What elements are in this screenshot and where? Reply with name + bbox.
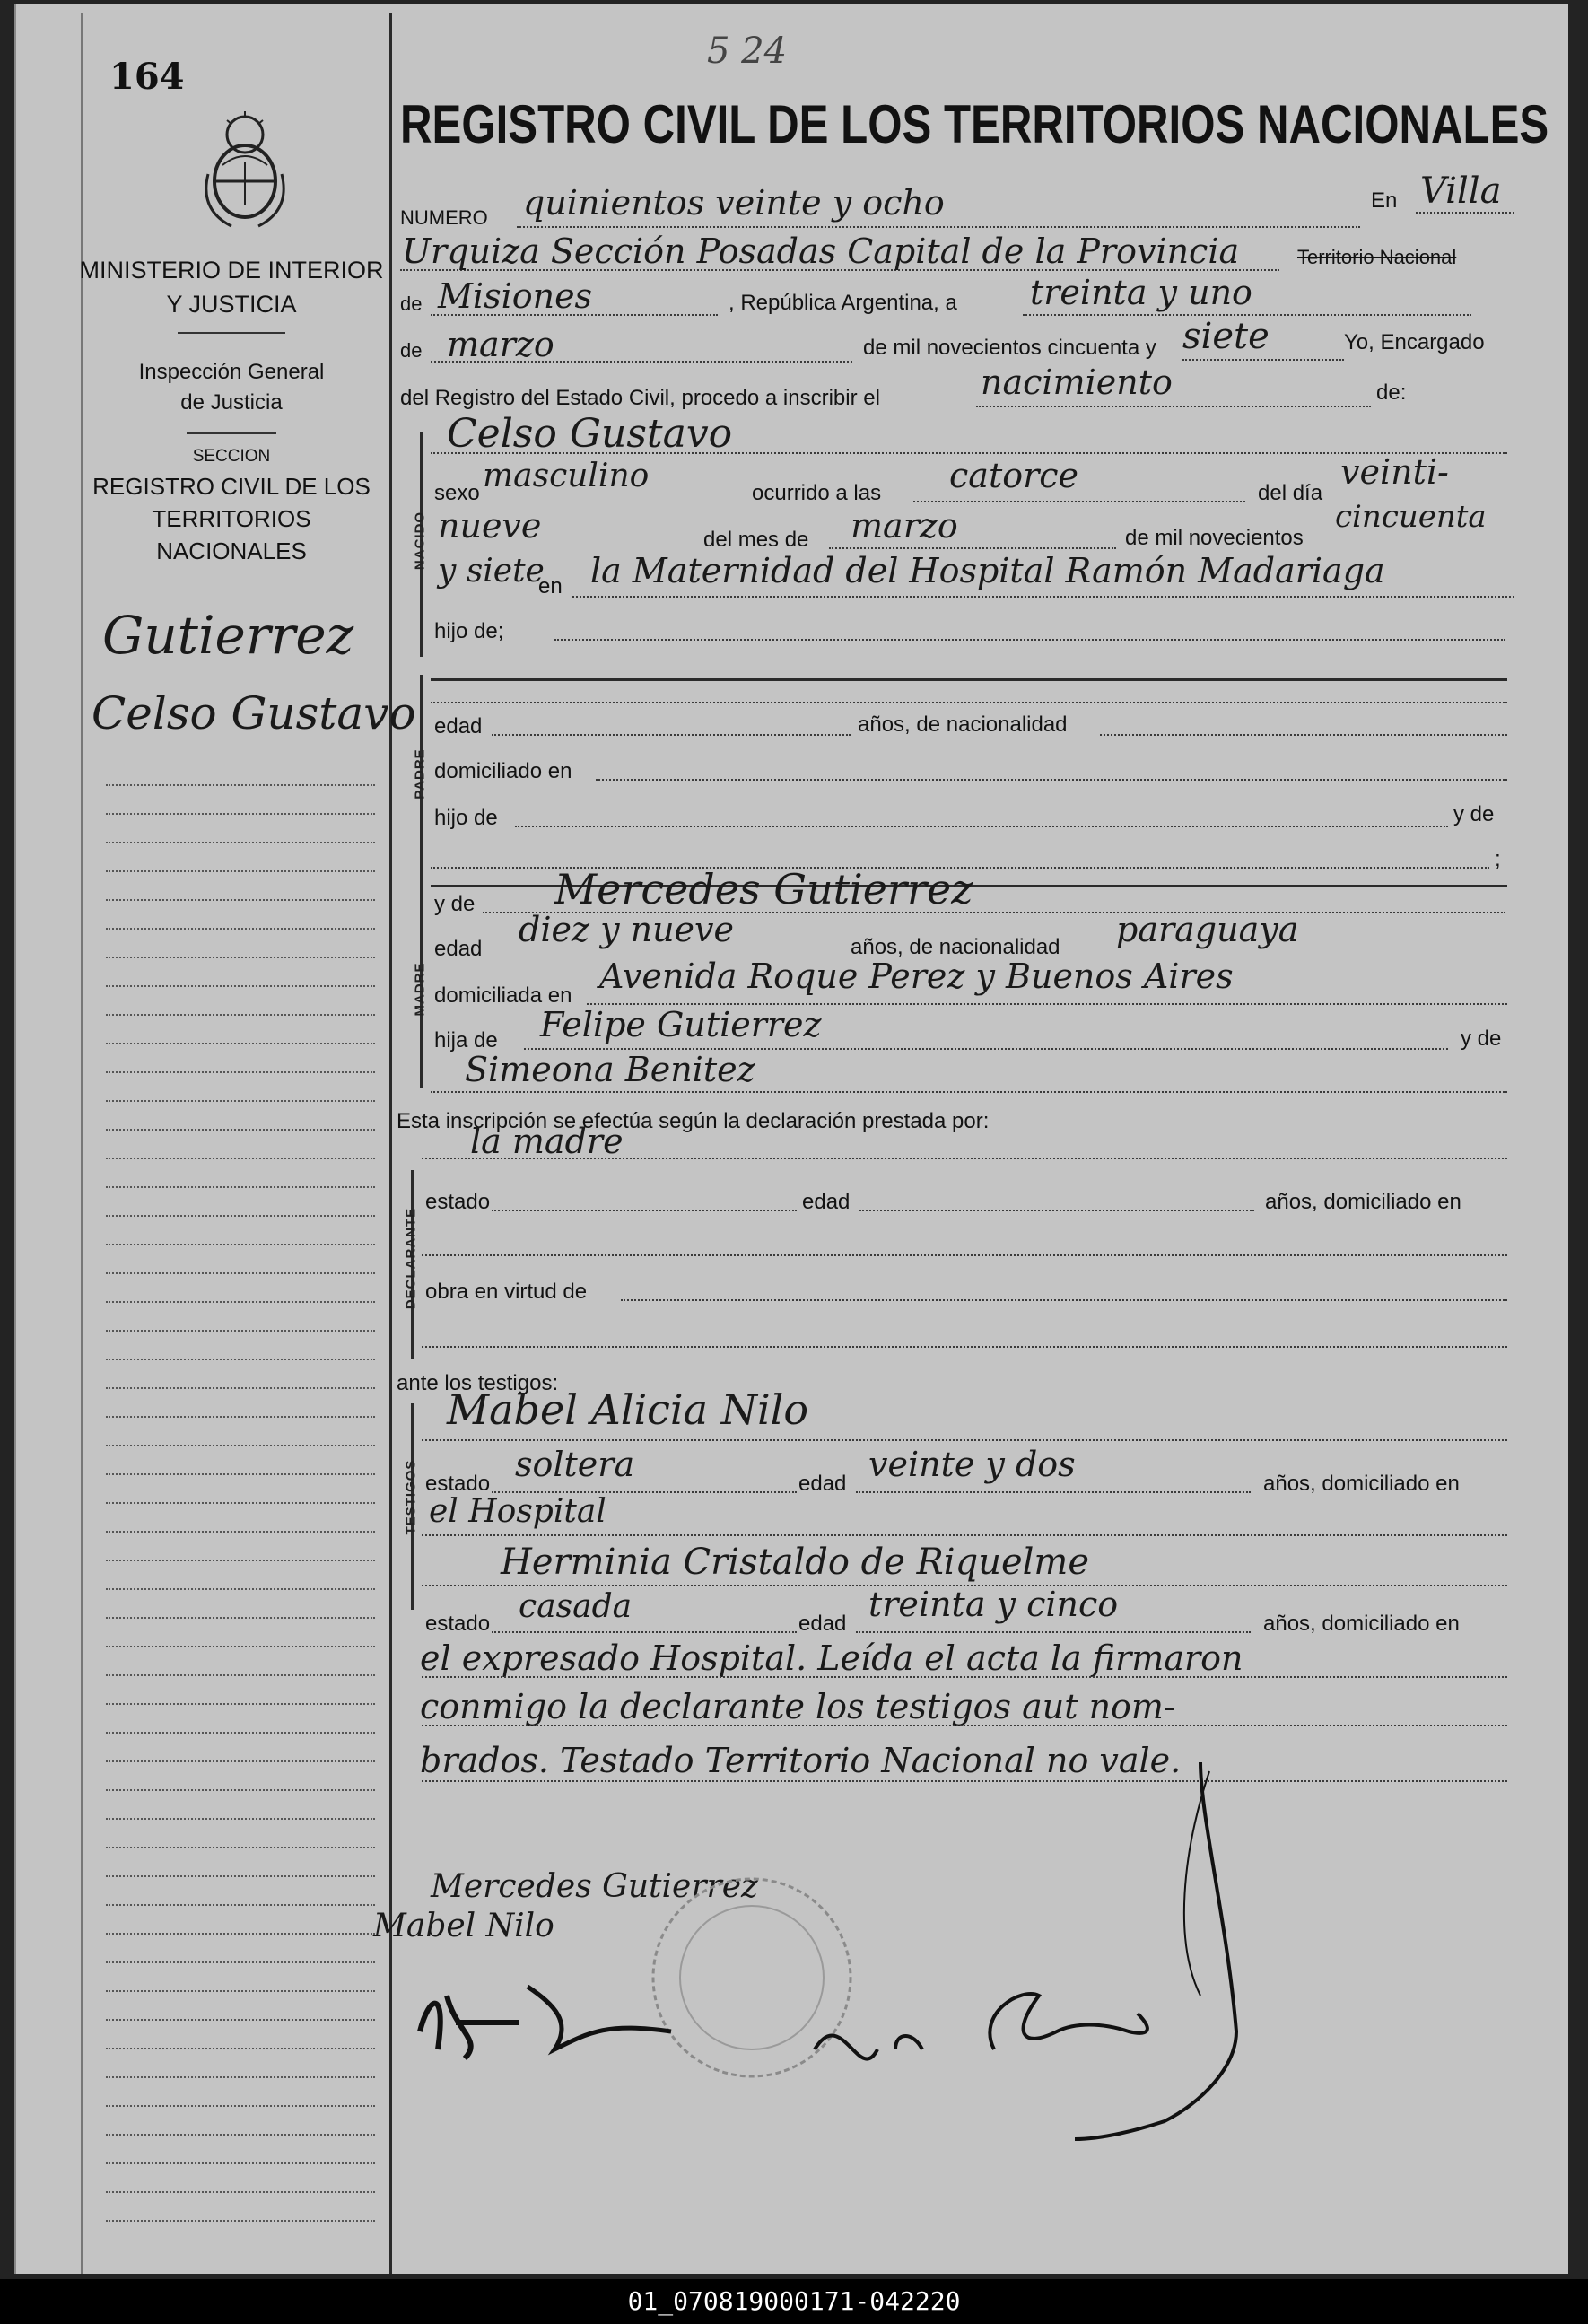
mother-name-value: Mercedes Gutierrez — [554, 865, 973, 913]
margin-rule — [106, 1416, 375, 1418]
ministry-name — [79, 253, 384, 321]
margin-rule — [106, 1387, 375, 1389]
hija-de-label: hija de — [434, 1028, 498, 1053]
witness1-name-line — [422, 1439, 1507, 1441]
witness1-address-value: el Hospital — [429, 1493, 606, 1530]
locality-detail-value: Urquiza Sección Posadas Capital de la Provincia — [402, 232, 1240, 271]
margin-rule — [106, 1847, 375, 1848]
margin-rule — [106, 899, 375, 901]
mes-label: del mes de — [703, 528, 809, 552]
divider — [178, 332, 285, 334]
declarant-authority-line — [621, 1299, 1507, 1301]
domiciliado-label: domiciliado en — [434, 759, 572, 783]
margin-rule — [106, 1215, 375, 1217]
mother-mother-value: Simeona Benitez — [465, 1050, 755, 1089]
sex-value: masculino — [483, 458, 650, 494]
mother-parents-line-2 — [431, 1091, 1507, 1093]
republic-label: , República Argentina, a — [729, 291, 957, 315]
birth-day-value: veinti- — [1340, 452, 1449, 492]
birth-year-cont-value: y siete — [438, 553, 545, 590]
margin-rule — [106, 2191, 375, 2193]
witness2-age-line — [856, 1631, 1251, 1633]
margin-rule — [106, 1014, 375, 1016]
registration-day-value: treinta y uno — [1030, 273, 1252, 312]
margin-rule — [106, 2162, 375, 2164]
territory-label: Territorio Nacional — [1297, 246, 1457, 268]
margin-rule — [106, 1301, 375, 1303]
edad-label: edad — [798, 1612, 847, 1636]
mother-father-value: Felipe Gutierrez — [540, 1005, 822, 1044]
margin-rule — [106, 2105, 375, 2107]
edad-label: edad — [434, 714, 483, 738]
margin-rule — [106, 1646, 375, 1647]
estado-label: estado — [425, 1612, 491, 1636]
obra-label: obra en virtud de — [425, 1280, 588, 1304]
testigos-label: ante los testigos: — [397, 1371, 559, 1395]
year-line — [1182, 359, 1344, 361]
closing-rule-1 — [422, 1676, 1507, 1678]
margin-rule — [106, 1445, 375, 1446]
witness2-state-line — [492, 1631, 797, 1633]
margin-rule — [106, 985, 375, 987]
margin-rule — [106, 2220, 375, 2222]
registration-year-value: siete — [1182, 316, 1270, 357]
margin-rule — [106, 1732, 375, 1734]
margin-rule — [106, 1560, 375, 1561]
birth-hour-value: catorce — [949, 456, 1079, 495]
margin-rule — [106, 784, 375, 786]
father-age-line — [492, 734, 851, 736]
margin-rule — [106, 1158, 375, 1159]
ocurrido-label: ocurrido a las — [752, 481, 882, 505]
ministry-line-1: MINISTERIO DE INTERIOR — [79, 257, 384, 284]
en-label: En — [1371, 188, 1398, 213]
margin-rule — [106, 1760, 375, 1762]
ministry-line-2: Y JUSTICIA — [166, 291, 297, 318]
margin-given-names: Celso Gustavo — [92, 687, 416, 739]
numero-label: NUMERO — [400, 206, 488, 229]
y-de-label: y de — [1461, 1027, 1502, 1051]
birth-month-value: marzo — [851, 506, 958, 546]
de-label: de — [400, 339, 423, 362]
registrar-statement: del Registro del Estado Civil, procedo a inscribir el — [400, 386, 880, 410]
section-line-2: TERRITORIOS NACIONALES — [152, 505, 311, 564]
witness1-age-line — [856, 1491, 1251, 1493]
declarant-line — [422, 1158, 1507, 1159]
pencil-note: 5 24 — [707, 31, 788, 72]
margin-rule — [106, 1502, 375, 1504]
signature-witness: Mabel Nilo — [373, 1908, 554, 1944]
nacido-label: NACIDO — [412, 511, 428, 571]
year-label: de mil novecientos cincuenta y — [863, 336, 1156, 360]
en-line — [1416, 212, 1514, 214]
estado-label: estado — [425, 1190, 491, 1214]
margin-surname: Gutierrez — [102, 605, 354, 666]
margin-rule — [106, 870, 375, 872]
margin-rule — [106, 1933, 375, 1935]
nacionalidad-label: años, de nacionalidad — [858, 712, 1068, 737]
margin-rule — [106, 1129, 375, 1131]
inspection-line-1: Inspección General — [138, 360, 325, 384]
de-label: de — [400, 293, 423, 315]
madre-label: MADRE — [412, 962, 428, 1017]
margin-rule — [106, 928, 375, 930]
semicolon: ; — [1495, 847, 1501, 871]
margin-rule — [106, 1674, 375, 1676]
mil-novecientos-label: de mil novecientos — [1125, 526, 1304, 550]
nacionalidad-label: años, de nacionalidad — [851, 935, 1060, 959]
section-line-1: REGISTRO CIVIL DE LOS — [92, 473, 371, 500]
section-name — [79, 470, 384, 567]
mother-age-value: diez y nueve — [519, 910, 735, 949]
signature-strokes — [393, 1762, 1362, 2148]
mother-address-value: Avenida Roque Perez y Buenos Aires — [599, 957, 1234, 996]
birth-place-value: la Maternidad del Hospital Ramón Madariaga — [590, 551, 1385, 590]
declaration-label: Esta inscripción se efectúa según la declaración prestada por: — [397, 1109, 990, 1133]
margin-rule — [106, 1186, 375, 1188]
document-sheet — [14, 4, 1568, 2274]
act-type-value: nacimiento — [981, 363, 1173, 402]
margin-rule — [106, 813, 375, 815]
domiciliada-label: domiciliada en — [434, 983, 572, 1008]
sexo-label: sexo — [434, 481, 480, 505]
document-title: REGISTRO CIVIL DE LOS TERRITORIOS NACIONALES — [400, 94, 1549, 154]
domiciliado-label: años, domiciliado en — [1265, 1190, 1461, 1214]
father-parents-line — [515, 826, 1448, 827]
closing-rule-2 — [422, 1725, 1507, 1726]
closing-line-1: el expresado Hospital. Leída el acta la firmaron — [420, 1638, 1243, 1678]
y-de-label: y de — [434, 892, 476, 916]
margin-rule — [106, 1272, 375, 1274]
margin-rule — [106, 1875, 375, 1877]
inspection-name — [79, 357, 384, 418]
declarant-line-3 — [422, 1346, 1507, 1348]
edad-label: edad — [798, 1472, 847, 1496]
dia-label: del día — [1258, 481, 1323, 505]
section-top-rule — [431, 678, 1507, 681]
declarant-state-line — [492, 1210, 797, 1211]
coat-of-arms-icon — [196, 111, 294, 232]
y-de-label: y de — [1453, 802, 1495, 826]
hijo-de-label: hijo de; — [434, 619, 504, 643]
declarant-value: la madre — [470, 1122, 624, 1161]
witness1-name-value: Mabel Alicia Nilo — [447, 1385, 809, 1434]
testigos-section-label: TESTIGOS — [403, 1459, 419, 1535]
mother-nationality-value: paraguaya — [1116, 910, 1299, 949]
de-colon-label: de: — [1376, 380, 1407, 405]
margin-rule — [106, 1818, 375, 1820]
margin-rule — [106, 1617, 375, 1619]
inspection-line-2: de Justicia — [180, 390, 283, 415]
numero-value: quinientos veinte y ocho — [523, 183, 945, 223]
hijo-de-line — [554, 639, 1505, 641]
witness1-address-line — [422, 1534, 1507, 1536]
witness2-name-value: Herminia Cristaldo de Riquelme — [501, 1542, 1090, 1583]
domiciliado-label: años, domiciliado en — [1263, 1612, 1460, 1636]
page-number: 164 — [109, 56, 185, 98]
margin-rule — [106, 1904, 375, 1906]
province-value: Misiones — [438, 276, 593, 316]
section-label: SECCION — [192, 447, 271, 466]
en-place-label: en — [538, 574, 563, 598]
margin-rule — [106, 842, 375, 843]
margin-rule — [106, 1990, 375, 1992]
image-id-footer: 01_070819000171-042220 — [0, 2279, 1588, 2324]
father-name-line — [431, 702, 1507, 703]
margin-rule — [106, 1961, 375, 1963]
margin-rule — [106, 1071, 375, 1073]
yo-encargado-label: Yo, Encargado — [1344, 330, 1485, 354]
birth-month-line — [829, 547, 1116, 549]
margin-rule — [106, 1359, 375, 1360]
margin-rule — [106, 1330, 375, 1332]
padre-label: PADRE — [412, 748, 428, 799]
divider — [187, 432, 276, 434]
margin-rule — [106, 2076, 375, 2078]
margin-rule — [106, 1100, 375, 1102]
witness1-state-value: soltera — [515, 1445, 635, 1484]
edad-label: edad — [434, 937, 483, 961]
estado-label: estado — [425, 1472, 491, 1496]
domiciliado-label: años, domiciliado en — [1263, 1472, 1460, 1496]
binding-line — [81, 13, 83, 2274]
signature-mother: Mercedes Gutierrez — [431, 1868, 759, 1905]
edad-label: edad — [802, 1190, 851, 1214]
hijo-de-label: hijo de — [434, 806, 498, 830]
margin-rule — [106, 2048, 375, 2049]
margin-rule — [106, 1043, 375, 1044]
registration-month-value: marzo — [447, 325, 554, 364]
margin-rule — [106, 2134, 375, 2136]
witness2-age-value: treinta y cinco — [868, 1585, 1119, 1624]
declarante-label: DECLARANTE — [403, 1207, 419, 1310]
hour-line — [913, 501, 1245, 502]
declarant-age-line — [859, 1210, 1254, 1211]
act-type-line — [976, 406, 1371, 407]
margin-rule — [106, 2019, 375, 2021]
father-nationality-line — [1100, 734, 1507, 736]
declarant-address-line — [422, 1254, 1507, 1256]
witness1-age-value: veinte y dos — [868, 1445, 1076, 1484]
margin-rule — [106, 1588, 375, 1590]
closing-line-3: brados. Testado Territorio Nacional no vale. — [420, 1741, 1182, 1780]
margin-rule — [106, 957, 375, 958]
father-address-line — [596, 779, 1507, 781]
margin-rule — [106, 1789, 375, 1791]
birth-year-value: cincuenta — [1335, 499, 1487, 535]
closing-line-2: conmigo la declarante los testigos aut nom- — [420, 1687, 1175, 1726]
margin-rule — [106, 1703, 375, 1705]
numero-line — [517, 226, 1360, 228]
margin-rule — [106, 1531, 375, 1533]
margin-rule — [106, 1473, 375, 1475]
child-name-value: Celso Gustavo — [447, 411, 733, 457]
witness2-state-value: casada — [519, 1588, 633, 1625]
margin-rule — [106, 1244, 375, 1245]
birth-day-cont-value: nueve — [438, 506, 542, 546]
birth-place-line — [572, 596, 1514, 598]
locality-value: Villa — [1420, 170, 1502, 212]
